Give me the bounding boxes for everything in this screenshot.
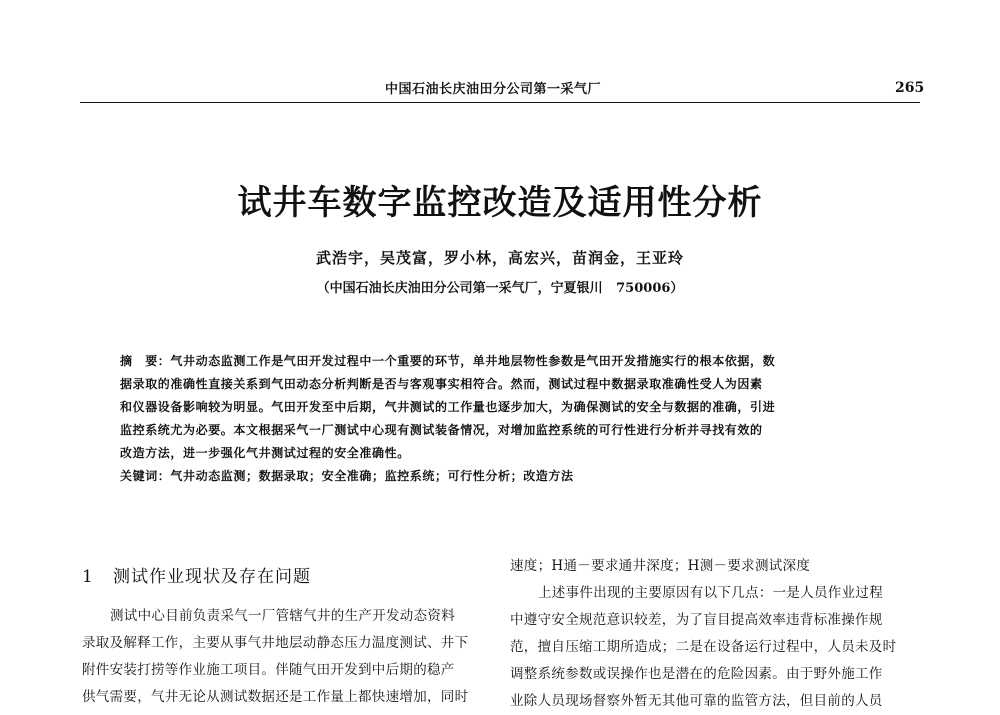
abstract-block [120,350,885,488]
running-header-title: 中国石油长庆油田分公司第一采气厂 [385,82,602,97]
right-body-line: 调整系统参数或误操作也是潜在的危险因素。由于野外施工作 [510,666,883,682]
right-body-line: 范，擅自压缩工期所造成；二是在设备运行过程中，人员未及时 [510,639,897,655]
left-body-line: 录取及解释工作，主要从事气井地层动静态压力温度测试、井下 [82,635,469,651]
right-column [510,553,925,715]
abstract-label: 摘 要： [120,354,171,368]
right-body-line: 上述事件出现的主要原因有以下几点：一是人员作业过程 [538,585,883,601]
abstract-text: 气井动态监测工作是气田开发过程中一个重要的环节，单井地层物性参数是气田开发措施实行的根本依据，数 [170,354,776,368]
right-body-line: 速度；H通－要求通井深度；H测－要求测试深度 [510,558,811,574]
abstract-line-4: 监控系统尤为必要。本文根据采气一厂测试中心现有测试装备情况，对增加监控系统的可行性进行分析并寻找有效的 [120,423,763,437]
left-body-line: 附件安装打捞等作业施工项目。伴随气田开发到中后期的稳产 [82,662,455,678]
author-list: 武浩宇，吴茂富，罗小林，高宏兴，苗润金，王亚玲 [315,249,684,267]
right-body-line: 中遵守安全规范意识较差，为了盲目提高效率违背标准操作规 [510,612,883,628]
abstract-line-3: 和仪器设备影响较为明显。气田开发至中后期，气井测试的工作量也逐步加大，为确保测试的安全与数据的准确，引进 [120,400,776,414]
left-column [82,603,492,711]
right-body-line: 业除人员现场督察外暂无其他可靠的监管方法，但目前的人员 [510,693,883,709]
keywords-line [120,465,885,488]
abstract-line-2: 据录取的准确性直接关系到气田动态分析判断是否与客观事实相符合。然而，测试过程中数据录取准确性受人为因素 [120,377,763,391]
abstract-line-1 [120,350,885,373]
header-rule [80,102,920,103]
keywords-text: 气井动态监测；数据录取；安全准确；监控系统；可行性分析；改造方法 [170,469,574,483]
abstract-line-5: 改造方法，进一步强化气井测试过程的安全准确性。 [120,446,410,460]
keywords-label: 关键词： [120,469,171,483]
section-heading: 1 测试作业现状及存在问题 [82,567,312,587]
page-number: 265 [895,80,925,96]
affiliation: （中国石油长庆油田分公司第一采气厂，宁夏银川 750006） [316,281,684,296]
left-body-line: 供气需要，气井无论从测试数据还是工作量上都快速增加，同时 [82,689,469,705]
left-body-line: 测试中心目前负责采气一厂管辖气井的生产开发动态资料 [110,608,455,624]
paper-title: 试井车数字监控改造及适用性分析 [237,183,763,223]
